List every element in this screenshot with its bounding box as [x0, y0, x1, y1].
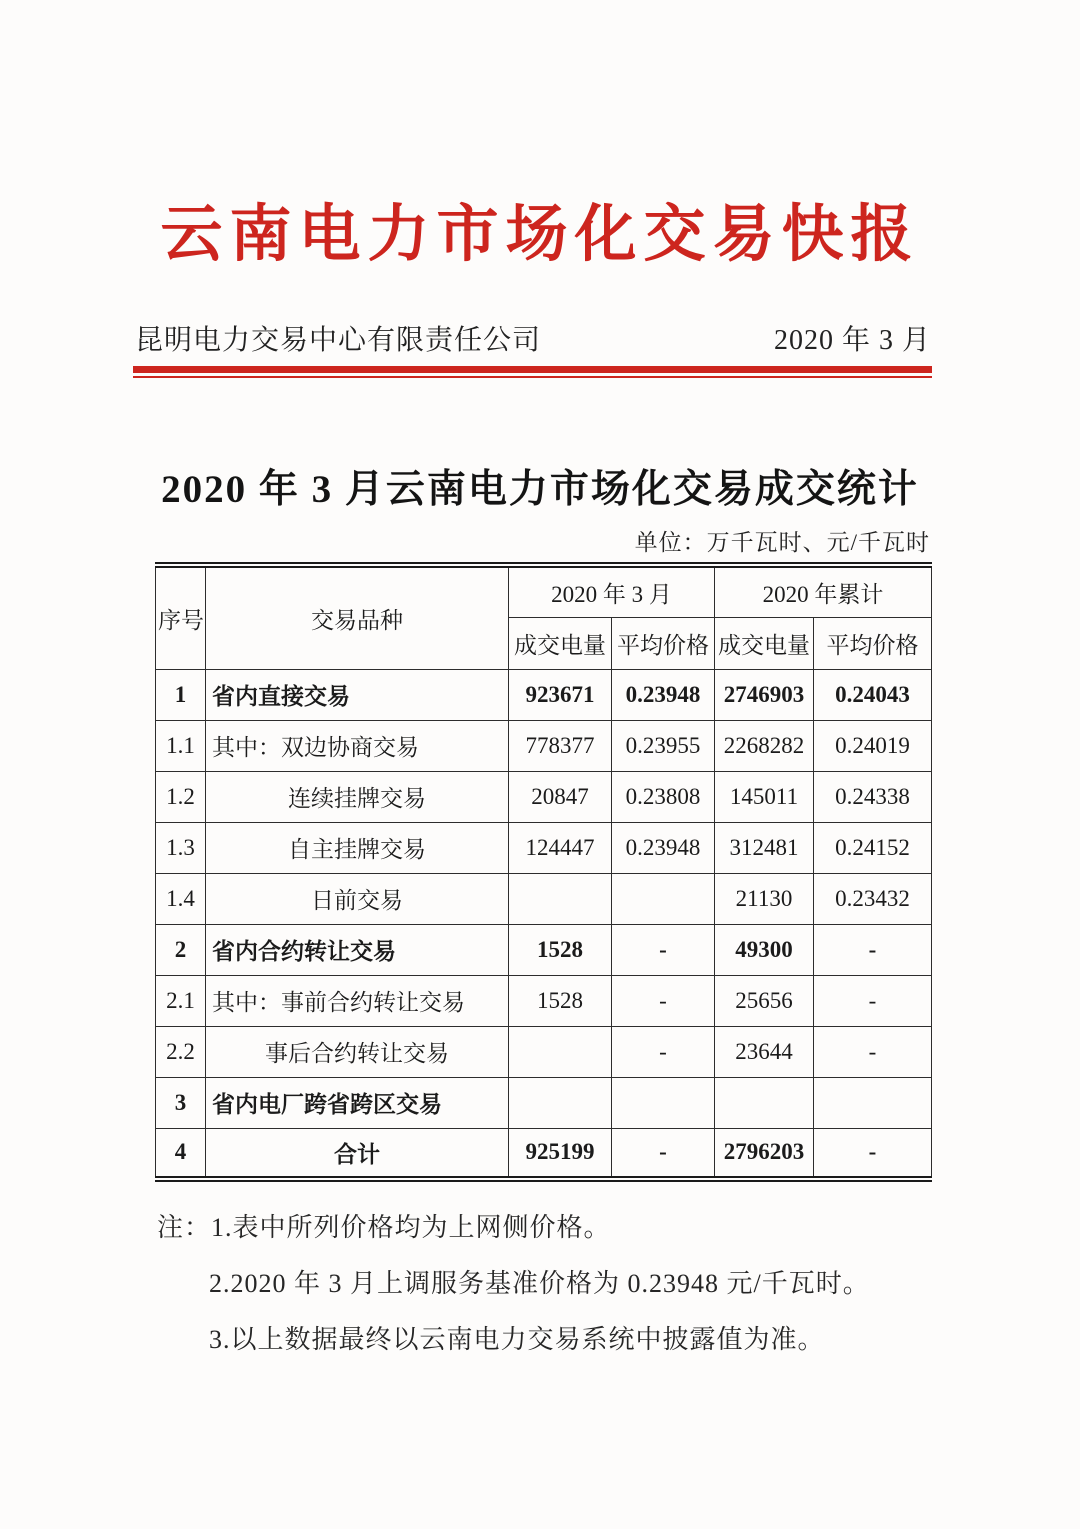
- cumulative-avg-price: 0.23432: [814, 873, 932, 924]
- table-row: [156, 1077, 932, 1128]
- col-header-month-avg-price: 平均价格: [612, 617, 715, 669]
- month-avg-price: [612, 1077, 715, 1128]
- trade-variety: 其中：事前合约转让交易: [206, 975, 509, 1026]
- row-seq: 1.4: [156, 873, 206, 924]
- cumulative-avg-price: 0.24338: [814, 771, 932, 822]
- row-seq: 4: [156, 1128, 206, 1179]
- trade-variety: 省内直接交易: [206, 669, 509, 720]
- subhead: [135, 318, 931, 358]
- col-group-month: 2020 年 3 月: [509, 565, 715, 617]
- red-divider-thin-line: [133, 376, 932, 378]
- red-divider: [133, 366, 932, 378]
- table-row: [156, 975, 932, 1026]
- row-seq: 1.1: [156, 720, 206, 771]
- month-avg-price: [612, 873, 715, 924]
- trade-variety: 自主挂牌交易: [206, 822, 509, 873]
- month-avg-price: -: [612, 975, 715, 1026]
- col-header-cumulative-avg-price: 平均价格: [814, 617, 932, 669]
- month-avg-price: -: [612, 1026, 715, 1077]
- row-seq: 2.1: [156, 975, 206, 1026]
- trade-variety: 日前交易: [206, 873, 509, 924]
- cumulative-volume: 25656: [715, 975, 814, 1026]
- header-row-groups: [156, 565, 932, 617]
- month-volume: 1528: [509, 924, 612, 975]
- cumulative-volume: 2268282: [715, 720, 814, 771]
- row-seq: 2.2: [156, 1026, 206, 1077]
- note-line-2: 2.2020 年 3 月上调服务基准价格为 0.23948 元/千瓦时。: [209, 1269, 870, 1298]
- trade-variety: 事后合约转让交易: [206, 1026, 509, 1077]
- month-volume: [509, 873, 612, 924]
- cumulative-volume: 49300: [715, 924, 814, 975]
- trade-variety: 省内合约转让交易: [206, 924, 509, 975]
- month-avg-price: 0.23808: [612, 771, 715, 822]
- month-volume: 778377: [509, 720, 612, 771]
- cumulative-avg-price: 0.24043: [814, 669, 932, 720]
- col-header-variety: 交易品种: [206, 565, 509, 669]
- row-seq: 1.2: [156, 771, 206, 822]
- month-avg-price: 0.23948: [612, 822, 715, 873]
- table-row: [156, 771, 932, 822]
- table-row: [156, 1026, 932, 1077]
- row-seq: 3: [156, 1077, 206, 1128]
- trade-variety: 合计: [206, 1128, 509, 1179]
- table-row: [156, 720, 932, 771]
- month-volume: 20847: [509, 771, 612, 822]
- row-seq: 2: [156, 924, 206, 975]
- trade-variety: 其中：双边协商交易: [206, 720, 509, 771]
- col-header-seq: 序号: [156, 565, 206, 669]
- table-row: [156, 822, 932, 873]
- month-volume: [509, 1026, 612, 1077]
- table-row: [156, 1128, 932, 1179]
- month-avg-price: -: [612, 924, 715, 975]
- col-group-cumulative: 2020 年累计: [715, 565, 932, 617]
- cumulative-avg-price: -: [814, 1026, 932, 1077]
- footnotes: [157, 1212, 947, 1380]
- cumulative-avg-price: -: [814, 924, 932, 975]
- col-header-month-volume: 成交电量: [509, 617, 612, 669]
- cumulative-volume: 145011: [715, 771, 814, 822]
- month-volume: 923671: [509, 669, 612, 720]
- trading-statistics-table: [155, 562, 932, 1182]
- col-header-cumulative-volume: 成交电量: [715, 617, 814, 669]
- table-body: [156, 669, 932, 1179]
- month-volume: 124447: [509, 822, 612, 873]
- cumulative-volume: 2746903: [715, 669, 814, 720]
- month-volume: [509, 1077, 612, 1128]
- cumulative-avg-price: 0.24152: [814, 822, 932, 873]
- month-avg-price: -: [612, 1128, 715, 1179]
- table-row: [156, 873, 932, 924]
- company-name: 昆明电力交易中心有限责任公司: [135, 325, 542, 356]
- cumulative-avg-price: 0.24019: [814, 720, 932, 771]
- trade-variety: 连续挂牌交易: [206, 771, 509, 822]
- unit-note: 单位：万千瓦时、元/千瓦时: [634, 530, 930, 555]
- month-avg-price: 0.23948: [612, 669, 715, 720]
- red-divider-thick-line: [133, 366, 932, 373]
- cumulative-volume: [715, 1077, 814, 1128]
- cumulative-volume: 312481: [715, 822, 814, 873]
- month-volume: 1528: [509, 975, 612, 1026]
- note-line-1: 注：1.表中所列价格均为上网侧价格。: [157, 1213, 611, 1242]
- trade-variety: 省内电厂跨省跨区交易: [206, 1077, 509, 1128]
- statistics-title: 2020 年 3 月云南电力市场化交易成交统计: [161, 468, 919, 511]
- cumulative-avg-price: [814, 1077, 932, 1128]
- issue-date: 2020 年 3 月: [773, 325, 931, 356]
- cumulative-volume: 2796203: [715, 1128, 814, 1179]
- row-seq: 1: [156, 669, 206, 720]
- note-line-3: 3.以上数据最终以云南电力交易系统中披露值为准。: [209, 1325, 825, 1354]
- table-row: [156, 669, 932, 720]
- cumulative-volume: 23644: [715, 1026, 814, 1077]
- month-avg-price: 0.23955: [612, 720, 715, 771]
- month-volume: 925199: [509, 1128, 612, 1179]
- row-seq: 1.3: [156, 822, 206, 873]
- masthead-title: 云南电力市场化交易快报: [160, 201, 920, 269]
- table-row: [156, 924, 932, 975]
- cumulative-avg-price: -: [814, 975, 932, 1026]
- cumulative-avg-price: -: [814, 1128, 932, 1179]
- cumulative-volume: 21130: [715, 873, 814, 924]
